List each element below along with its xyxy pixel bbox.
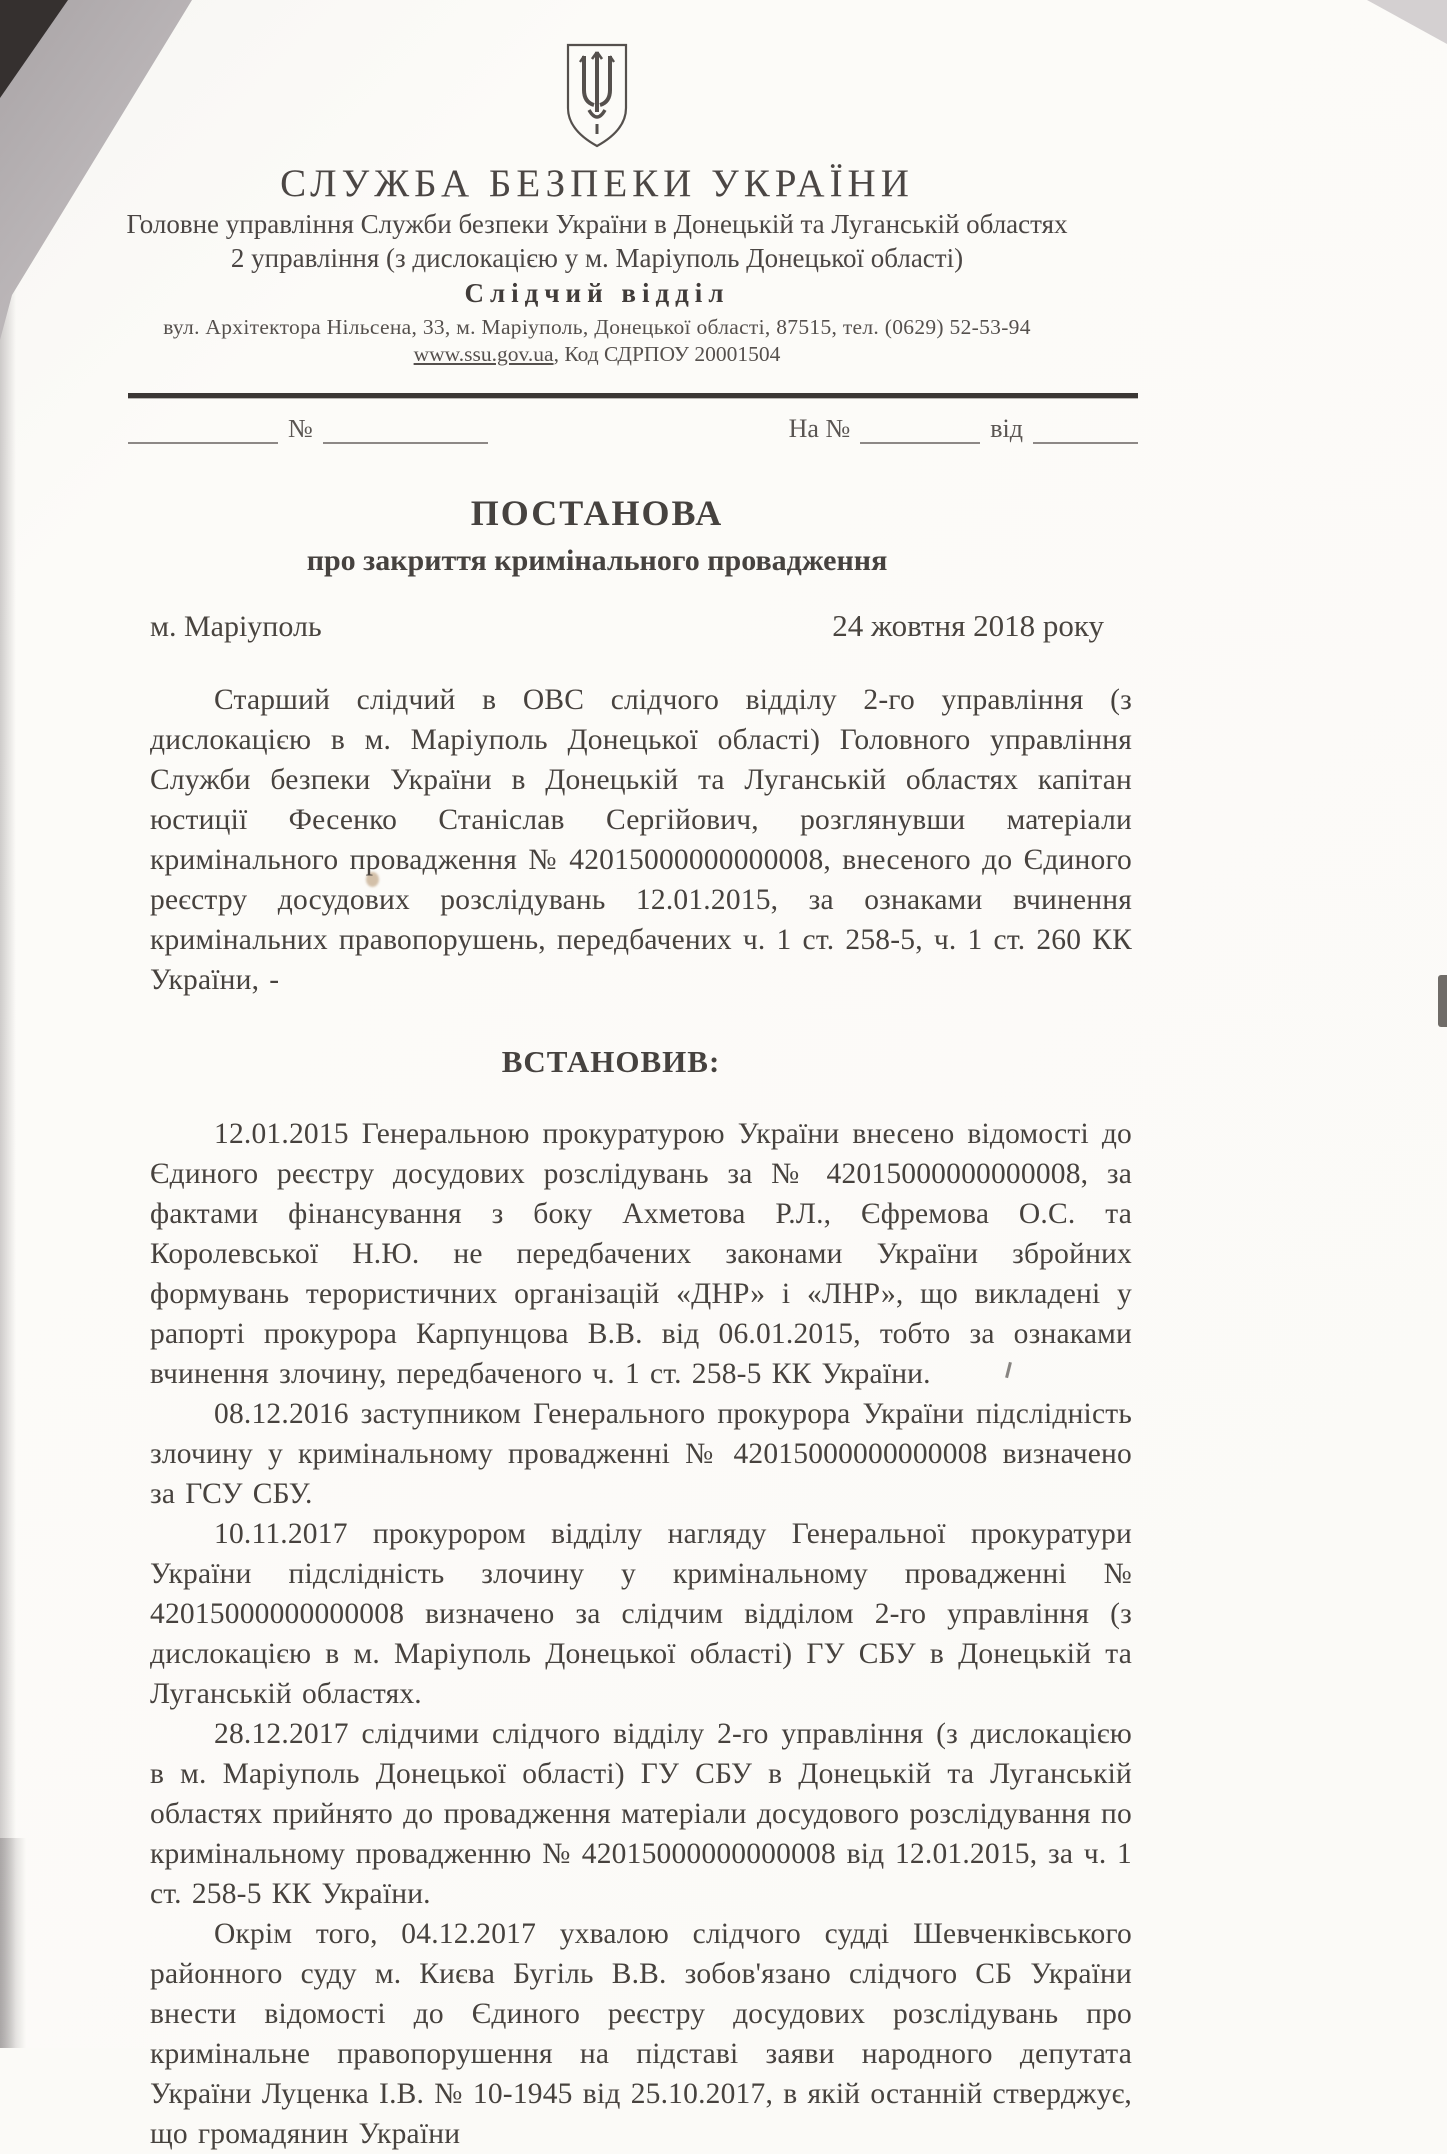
scan-bottom-left-shadow (0, 1838, 26, 2048)
resolution-word: ВСТАНОВИВ: (501, 1044, 721, 1079)
number-label: № (288, 414, 313, 443)
scan-top-right-artifact (1367, 0, 1447, 50)
address-line: вул. Архітектора Нільсена, 33, м. Маріуполь, Донецької області, 87515, тел. (0629) 52-53-94 (163, 315, 1031, 339)
document-body (150, 680, 1132, 2154)
blank-date-line (128, 416, 278, 444)
letterhead (106, 0, 1088, 367)
intro-paragraph: Старший слідчий в ОВС слідчого відділу 2-го управління (з дислокацією в м. Маріуполь Донецької області) Головного управління Служби безпеки України в Донецькій та Луганській областях капітан юстиції Фесенко Станіслав Сергійович, розглянувши матеріали кримінального провадження № 42015000000000008, внесеного до Єдиного реєстру досудових розслідувань 12.01.2015, за ознаками вчинення кримінальних правопорушень, передбачених ч. 1 ст. 258-5, ч. 1 ст. 260 КК України, - (150, 684, 1132, 996)
blank-number-line (323, 416, 488, 444)
body-paragraph: 10.11.2017 прокурором відділу нагляду Генеральної прокуратури України підслідність злочину у кримінальному провадженні № 42015000000000008 визначено за слідчим відділом 2-го управління (з дислокацією в м. Маріуполь Донецької області) ГУ СБУ в Донецькій та Луганській областях. (150, 1518, 1132, 1710)
blank-reply-number-line (860, 416, 980, 444)
reference-line (128, 414, 1138, 444)
department-line-2: 2 управління (з дислокацією у м. Маріуполь Донецької області) (230, 243, 964, 273)
scan-right-edge-smudge (1438, 975, 1447, 1027)
edrpou-code: , Код СДРПОУ 20001504 (553, 342, 781, 366)
place-date-line (150, 608, 1132, 644)
document-date: 24 жовтня 2018 року (832, 608, 1104, 643)
ukraine-trident-emblem-icon (563, 42, 631, 155)
reply-number-label: На № (788, 414, 851, 443)
organization-name: СЛУЖБА БЕЗПЕКИ УКРАЇНИ (280, 162, 914, 205)
document-subtitle: про закриття кримінального провадження (306, 544, 888, 577)
document-content (126, 0, 1132, 2154)
blank-from-date-line (1033, 416, 1138, 444)
department-line-1: Головне управління Служби безпеки України в Донецькій та Луганській областях (126, 209, 1068, 239)
letterhead-divider-rule (128, 393, 1138, 398)
from-label: від (990, 414, 1023, 443)
body-paragraph: 12.01.2015 Генеральною прокуратурою України внесено відомості до Єдиного реєстру досудових розслідувань за № 42015000000000008, за фактами фінансування з боку Ахметова Р.Л., Єфремова О.С. та Королевської Н.Ю. не передбачених законами України збройних формувань терористичних організацій «ДНР» і «ЛНР», що викладені у рапорті прокурора Карпунцова В.В. від 06.01.2015, тобто за ознаками вчинення злочину, передбаченого ч. 1 ст. 258-5 КК України. (150, 1118, 1132, 1390)
document-title: ПОСТАНОВА (470, 493, 724, 533)
place-name: м. Маріуполь (150, 610, 322, 643)
body-paragraph: Окрім того, 04.12.2017 ухвалою слідчого судді Шевченківського районного суду м. Києва Бугіль В.В. зобов'язано слідчого СБ України внести відомості до Єдиного реєстру досудових розслідувань про кримінальне правопорушення на підставі заяви народного депутата України Луценка І.В. № 10-1945 від 25.10.2017, в якій останній стверджує, що громадянин України (150, 1918, 1132, 2150)
body-paragraph: 08.12.2016 заступником Генерального прокурора України підслідність злочину у кримінальному провадженні № 42015000000000008 визначено за ГСУ СБУ. (150, 1398, 1132, 1510)
department-line-3: Слідчий відділ (464, 278, 730, 308)
body-paragraph: 28.12.2017 слідчими слідчого відділу 2-го управління (з дислокацією в м. Маріуполь Донецької області) ГУ СБУ в Донецькій та Луганській областях прийнято до провадження матеріали досудового розслідування по кримінальному провадженню № 42015000000000008 від 12.01.2015, за ч. 1 ст. 258-5 КК України. (150, 1718, 1132, 1910)
website-line (106, 342, 1088, 367)
website-link: www.ssu.gov.ua (413, 342, 554, 366)
